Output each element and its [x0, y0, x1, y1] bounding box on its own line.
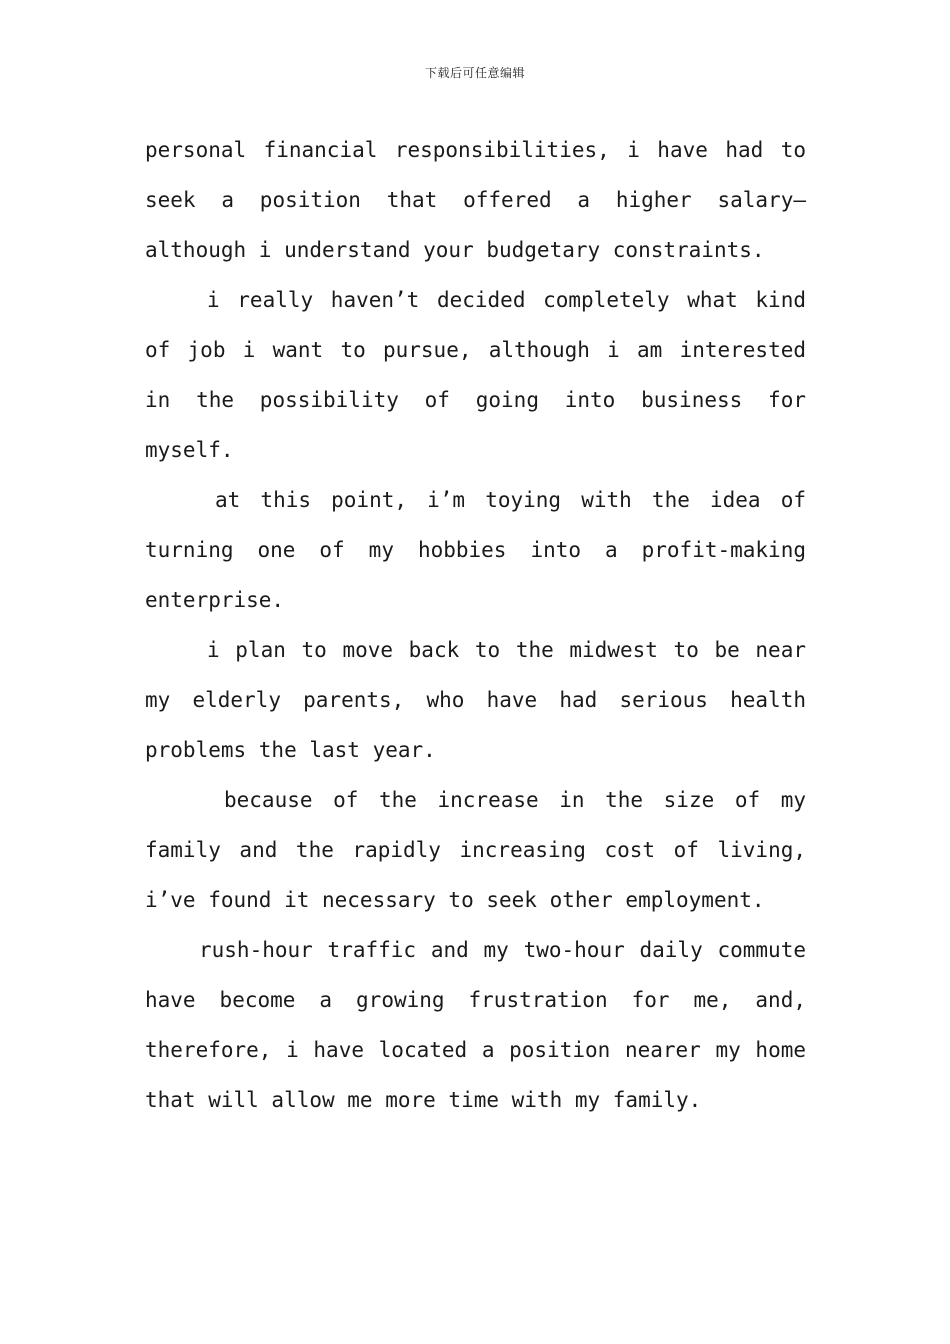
text-line: in the possibility of going into business for — [145, 388, 806, 412]
text-line: problems the last year. — [145, 738, 436, 762]
paragraph-first-line: rush-hour traffic and my two-hour daily commute — [199, 938, 806, 962]
text-line: family and the rapidly increasing cost of living, — [145, 838, 806, 862]
text-line: myself. — [145, 438, 234, 462]
text-line: although i understand your budgetary constraints. — [145, 238, 765, 262]
document-body — [145, 125, 806, 1125]
text-line: that will allow me more time with my family. — [145, 1088, 702, 1112]
paragraph-first-line: at this point, i’m toying with the idea of — [215, 488, 806, 512]
paragraph-first-line: because of the increase in the size of my — [224, 788, 806, 812]
text-line: turning one of my hobbies into a profit-making — [145, 538, 806, 562]
text-line: enterprise. — [145, 588, 285, 612]
text-line: i’ve found it necessary to seek other employment. — [145, 888, 765, 912]
text-line: of job i want to pursue, although i am interested — [145, 338, 806, 362]
text-line: therefore, i have located a position nearer my home — [145, 1038, 806, 1062]
text-line: my elderly parents, who have had serious health — [145, 688, 806, 712]
paragraph-first-line: i plan to move back to the midwest to be near — [207, 638, 806, 662]
text-line: personal financial responsibilities, i have had to — [145, 138, 806, 162]
paragraph-first-line: i really haven’t decided completely what kind — [207, 288, 806, 312]
text-line: have become a growing frustration for me, and, — [145, 988, 806, 1012]
text-line: seek a position that offered a higher salary– — [145, 188, 806, 212]
page-header: 下载后可任意编辑 — [424, 66, 525, 80]
